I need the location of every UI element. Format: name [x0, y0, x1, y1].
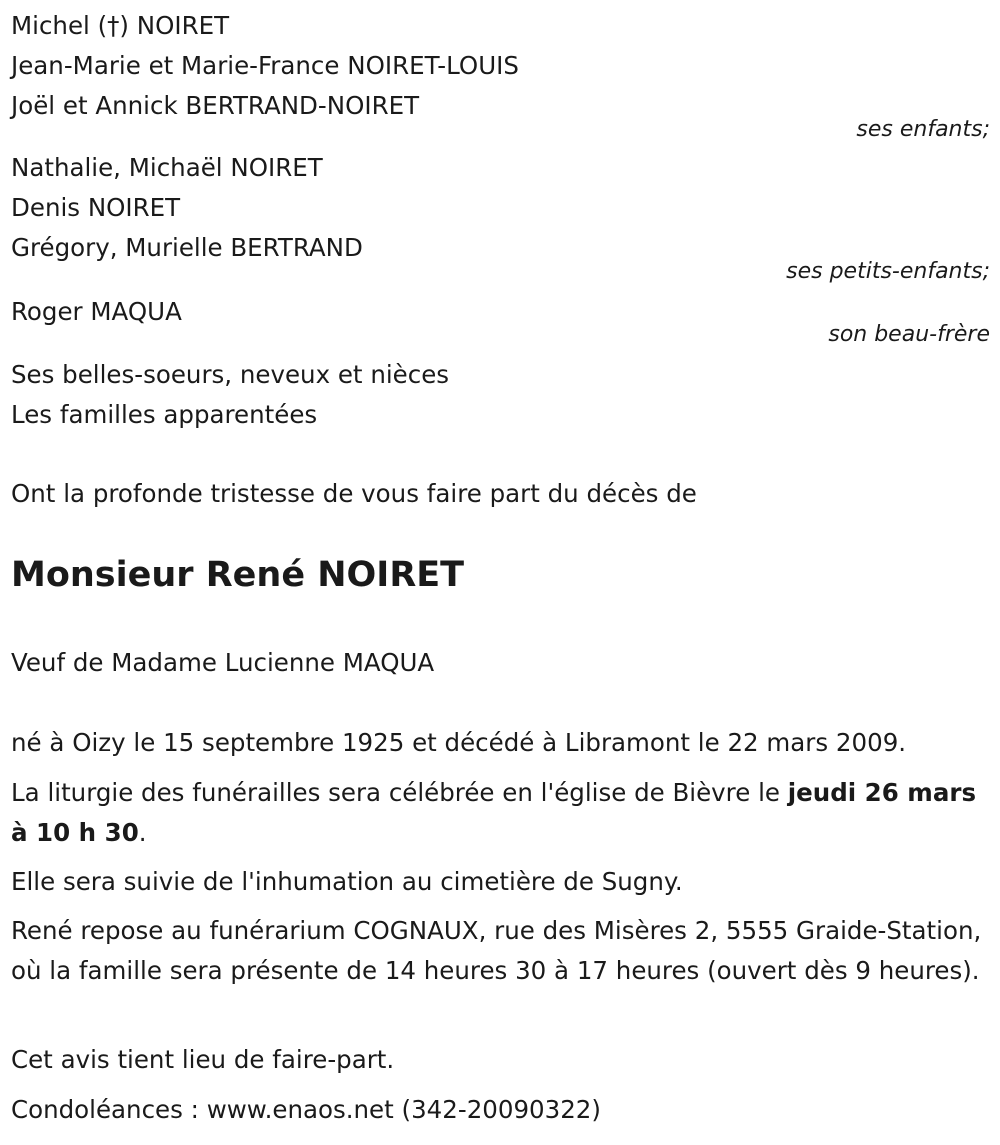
deceased-name: Monsieur René NOIRET [11, 555, 465, 595]
extended-family-line-2: Les familles apparentées [11, 400, 318, 429]
funerarium-paragraph: René repose au funérarium COGNAUX, rue des Misères 2, 5555 Graide-Station, où la famille sera présente de 14 heures 30 à 17 heures (ouvert dès 9 heures). [11, 916, 982, 985]
children-relation-label: ses enfants; [856, 117, 990, 142]
birth-death-line: né à Oizy le 15 septembre 1925 et décédé à Libramont le 22 mars 2009. [11, 728, 907, 757]
brother-in-law-relation-label: son beau-frère [828, 322, 990, 347]
child-name-2: Jean-Marie et Marie-France NOIRET-LOUIS [11, 51, 519, 80]
announcement-text: Ont la profonde tristesse de vous faire part du décès de [11, 479, 697, 508]
grandchildren-relation-label: ses petits-enfants; [786, 259, 990, 284]
extended-family-line-1: Ses belles-soeurs, neveux et nièces [11, 360, 450, 389]
child-name-3: Joël et Annick BERTRAND-NOIRET [11, 91, 420, 120]
grandchild-name-3: Grégory, Murielle BERTRAND [11, 233, 363, 262]
brother-in-law-name: Roger MAQUA [11, 297, 182, 326]
grandchild-name-1: Nathalie, Michaël NOIRET [11, 153, 323, 182]
notice-paragraph: Cet avis tient lieu de faire-part. [11, 1045, 395, 1074]
condolences-paragraph: Condoléances : www.enaos.net (342-20090322) [11, 1095, 601, 1124]
widower-line: Veuf de Madame Lucienne MAQUA [11, 648, 435, 677]
child-name-1: Michel (†) NOIRET [11, 11, 230, 40]
liturgy-text: La liturgie des funérailles sera célébrée en l'église de Bièvre le [11, 778, 788, 807]
burial-paragraph: Elle sera suivie de l'inhumation au cimetière de Sugny. [11, 867, 683, 896]
liturgy-end: . [138, 818, 147, 847]
liturgy-date: jeudi 26 mars à 10 h 30 [11, 778, 977, 847]
grandchild-name-2: Denis NOIRET [11, 193, 181, 222]
liturgy-paragraph [11, 773, 986, 853]
